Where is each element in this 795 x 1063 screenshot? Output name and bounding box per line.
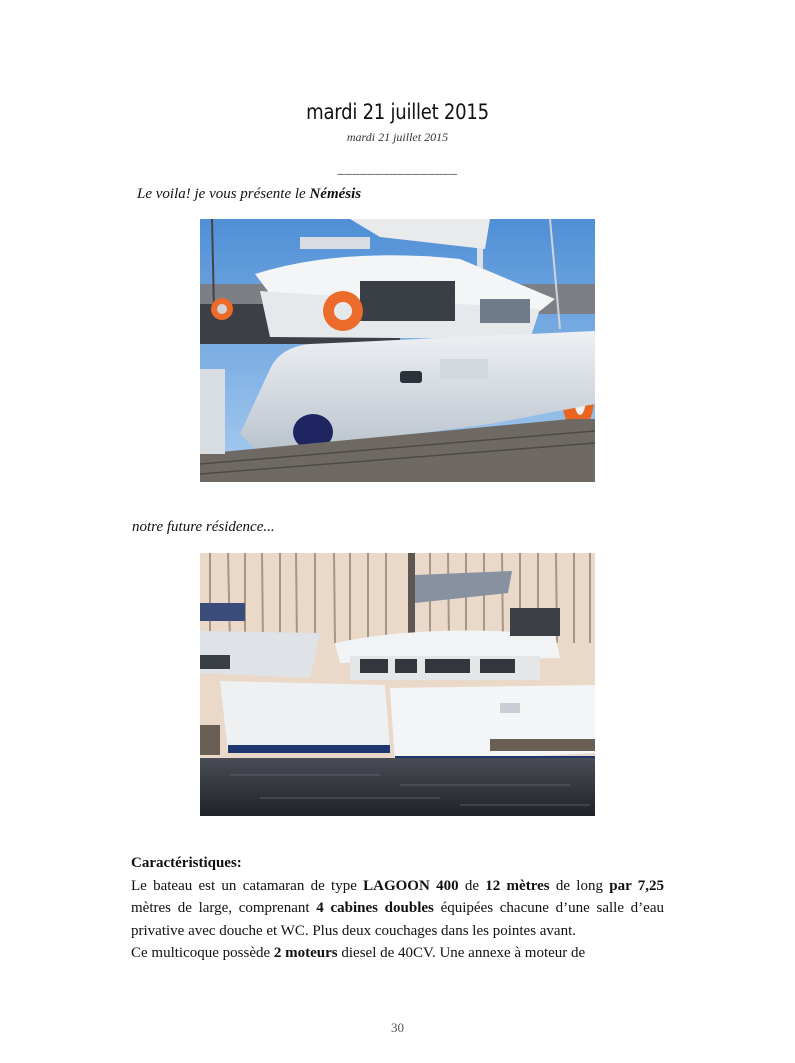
paragraph-text: Le bateau est un catamaran de type	[131, 877, 364, 894]
characteristics-paragraph	[131, 875, 664, 943]
paragraph-text: diesel de 40CV. Une annexe à moteur de	[337, 945, 586, 961]
page-subtitle-date: mardi 21 juillet 2015	[346, 130, 449, 144]
paragraph-text: de long	[549, 877, 610, 894]
intro-sentence	[137, 186, 361, 203]
bold-text: LAGOON 400	[363, 877, 459, 894]
paragraph-text: de	[458, 877, 486, 894]
paragraph-text: Ce multicoque possède	[131, 945, 274, 961]
bold-text: 12 mètres	[485, 877, 550, 894]
catamaran-dock-photo	[200, 219, 595, 482]
bold-text: 2 moteurs	[273, 945, 338, 961]
engines-paragraph	[131, 942, 664, 965]
photo-caption: notre future résidence...	[132, 519, 275, 535]
page-number: 30	[391, 1020, 404, 1035]
bold-text: 4 cabines doubles	[316, 900, 434, 916]
catamaran-marina-photo	[200, 553, 595, 816]
separator-line: ________________	[337, 162, 458, 177]
intro-text: Le voila! je vous présente le	[137, 186, 310, 202]
paragraph-text: équipées chacune d’une salle d’eau privative avec douche et WC. Plus deux couchages dans les pointes avant.	[131, 900, 664, 939]
characteristics-section	[131, 852, 664, 965]
paragraph-text: mètres de large, comprenant	[131, 900, 317, 916]
boat-name: Némésis	[309, 186, 362, 202]
bold-text: par 7,25	[609, 877, 664, 894]
section-heading: Caractéristiques:	[131, 855, 242, 871]
page-title: mardi 21 juillet 2015	[306, 100, 489, 124]
